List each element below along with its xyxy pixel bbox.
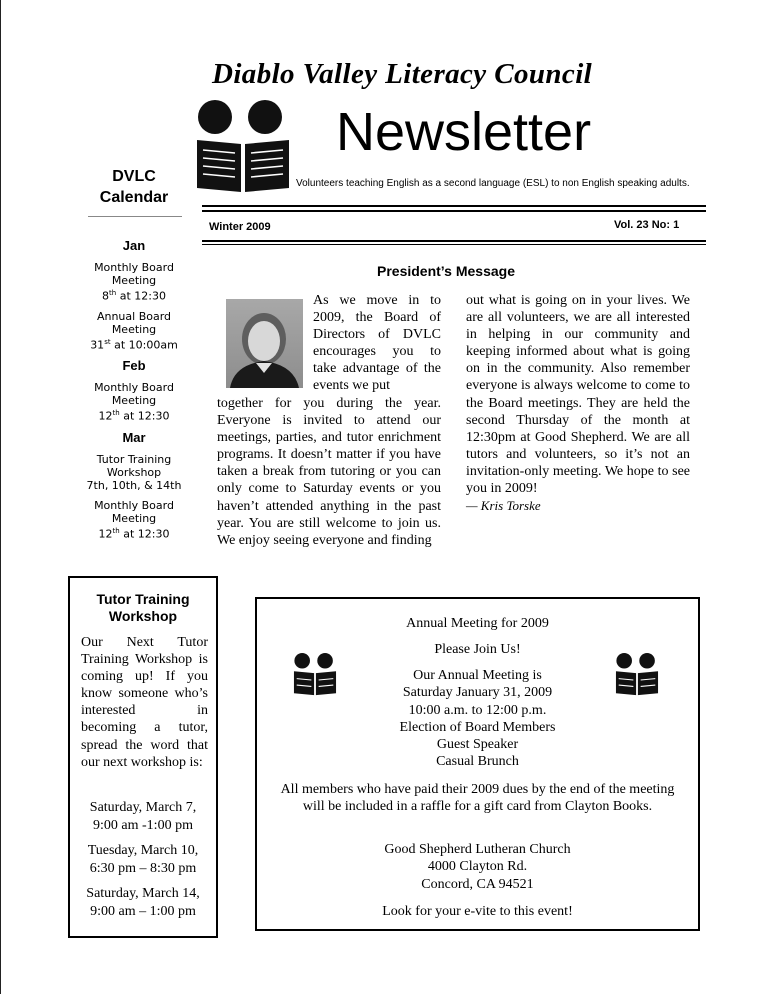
tutor-training-title: Tutor Training Workshop: [96, 591, 190, 624]
presidents-message-col2-text: out what is going on in your lives. We are all volunteers, we are all interested in helping in our community and keeping informed about what is going on in the community. Also remember everyone is always welcome to come to the Board meetings. They are held the second Thursday of the month at 12:30pm at Good Shepherd. We are all tutors and volunteers, so it’s not an invitation-only meeting. We hope to see you in 2009!: [466, 293, 690, 497]
month-jan: Jan: [122, 238, 146, 253]
newsletter-title: Newsletter: [336, 102, 592, 162]
presidents-message-col1-top: As we move in to 2009, the Board of Directors of DVLC encourages you to take advantage of the events we put: [313, 293, 441, 394]
issue-season: Winter 2009: [209, 221, 271, 233]
readers-logo-icon: [195, 100, 291, 194]
presidents-message-heading: President’s Message: [377, 263, 515, 279]
session-item: Saturday, March 7, 9:00 am -1:00 pm: [89, 800, 197, 833]
annual-meeting-evite: Look for your e-vite to this event!: [382, 904, 573, 919]
annual-meeting-join: Please Join Us!: [434, 642, 521, 657]
page-border: [0, 0, 1, 994]
calendar-title: DVLC Calendar: [99, 168, 169, 206]
calendar-event: Monthly Board Meeting 12th at 12:30: [94, 498, 174, 541]
president-signature: — Kris Torske: [466, 498, 541, 514]
president-photo: [226, 299, 303, 388]
annual-meeting-venue: Good Shepherd Lutheran Church 4000 Clayton Rd. Concord, CA 94521: [384, 842, 571, 892]
month-feb: Feb: [122, 358, 146, 374]
presidents-message-col2: [466, 292, 690, 514]
month-mar: Mar: [122, 429, 146, 445]
issue-rule-top: [202, 240, 706, 242]
tutor-training-sessions: [74, 799, 212, 928]
issue-rule-bottom: [202, 244, 706, 245]
session-item: Saturday, March 14, 9:00 am – 1:00 pm: [86, 886, 200, 919]
calendar-divider: [88, 216, 182, 217]
tagline: Volunteers teaching English as a second language (ESL) to non English speaking adults.: [296, 178, 690, 189]
presidents-message-col1-bottom: together for you during the year. Everyone is invited to attend our meetings, parties, and tutor enrichment programs. It doesn’t matter if you have taken a break from tutoring or you can only come to Saturday events or you haven’t attended anything in the past year. You are still welcome to join us. We enjoy seeing everyone and finding: [217, 396, 441, 548]
readers-logo-icon: [293, 653, 337, 696]
organization-name: Diablo Valley Literacy Council: [212, 58, 593, 90]
calendar-event: Tutor Training Workshop 7th, 10th, & 14th: [86, 452, 182, 492]
annual-meeting-raffle: All members who have paid their 2009 dues by the end of the meeting will be included in a raffle for a gift card from Clayton Books.: [280, 782, 675, 815]
tutor-training-box: [68, 576, 218, 938]
calendar-list: [84, 238, 184, 548]
readers-logo-icon: [615, 653, 659, 696]
calendar-event: Monthly Board Meeting 12th at 12:30: [94, 381, 174, 423]
masthead-rule-top: [202, 205, 706, 207]
annual-meeting-title: Annual Meeting for 2009: [406, 616, 549, 631]
issue-volume: Vol. 23 No: 1: [614, 219, 680, 231]
session-item: Tuesday, March 10, 6:30 pm – 8:30 pm: [87, 843, 199, 876]
calendar-event: Annual Board Meeting 31st at 10:00am: [90, 309, 178, 352]
masthead-rule-bottom: [202, 210, 706, 212]
calendar-event: Monthly Board Meeting 8th at 12:30: [94, 261, 174, 303]
annual-meeting-details: Our Annual Meeting is Saturday January 31, 2009 10:00 a.m. to 12:00 p.m. Election of Board Members Guest Speaker Casual Brunch: [399, 668, 556, 770]
tutor-training-body: Our Next Tutor Training Workshop is coming up! If you know someone who’s interested in becoming a tutor, spread the word that our next workshop is:: [81, 635, 208, 770]
annual-meeting-box: [255, 597, 700, 931]
